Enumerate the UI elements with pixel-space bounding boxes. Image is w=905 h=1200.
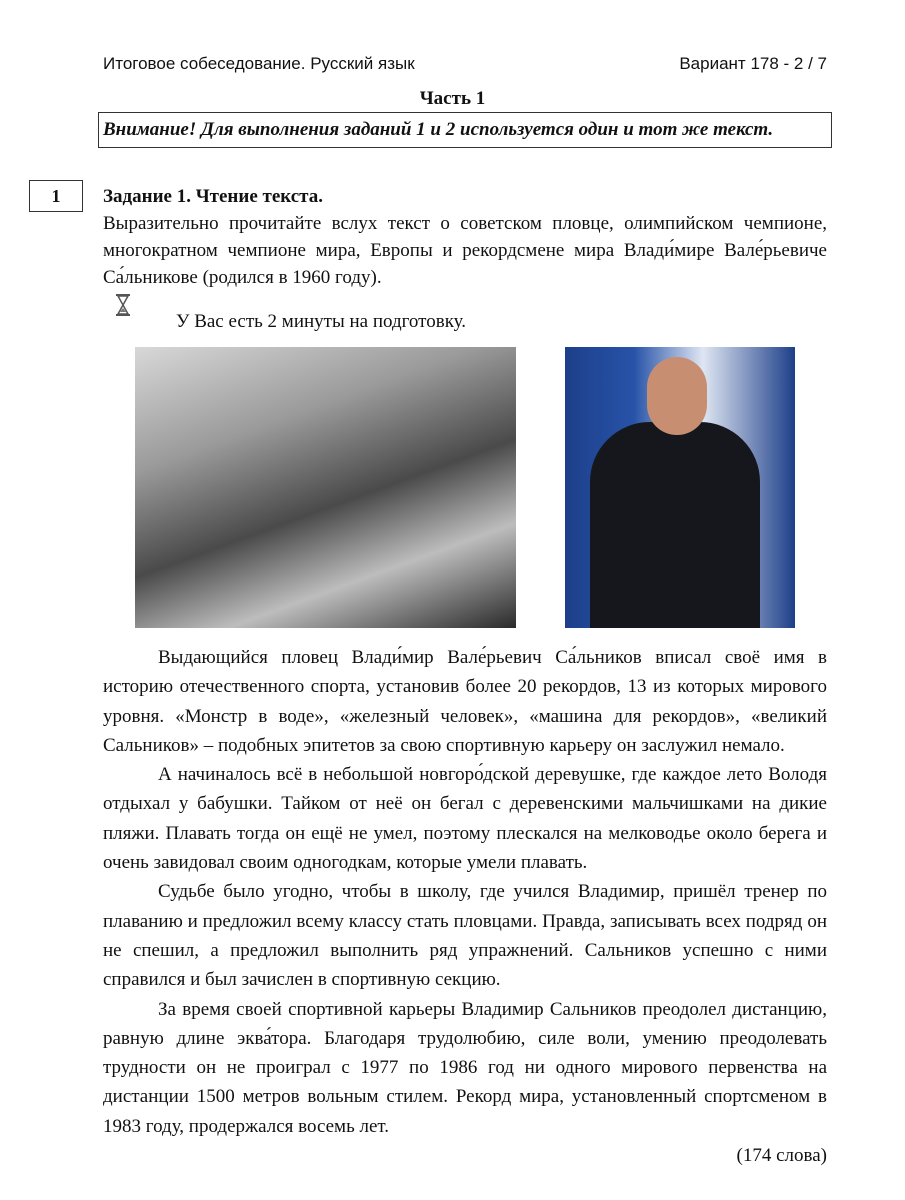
- exam-title: Итоговое собеседование. Русский язык: [103, 54, 415, 73]
- part-title: Часть 1: [419, 88, 486, 109]
- notice-box: Внимание! Для выполнения заданий 1 и 2 используется один и тот же текст.: [98, 112, 832, 148]
- portrait-face: [647, 357, 707, 435]
- portrait-suit: [590, 422, 760, 628]
- task-title: Задание 1. Чтение текста.: [103, 186, 323, 207]
- prep-time: У Вас есть 2 минуты на подготовку.: [176, 311, 467, 332]
- word-count: (174 слова): [736, 1145, 827, 1167]
- prep-note: [115, 293, 466, 333]
- paragraph: А начиналось всё в небольшой новгоро́дской деревушке, где каждое лето Володя отдыхал у бабушки. Тайком от неё он бегал с деревенскими мальчишками на дикие пляжи. Плавать тогда он ещё не умел, поэтому плескался на мелководье около берега и очень завидовал своим одногодкам, которые умели плавать.: [103, 764, 827, 874]
- page-header: [103, 54, 827, 74]
- task-number: 1: [29, 180, 83, 212]
- task-instruction: Выразительно прочитайте вслух текст о советском пловце, олимпийском чемпионе, многократном чемпионе мира, Европы и рекордсмене мира Влади́мире Вале́рьевиче Са́льникове (родился в 1960 году).: [103, 213, 827, 288]
- photo-salnikov-portrait: [565, 347, 795, 628]
- variant-page: Вариант 178 - 2 / 7: [679, 54, 827, 73]
- hourglass-icon: [115, 293, 131, 317]
- paragraph: Судьбе было угодно, чтобы в школу, где учился Владимир, пришёл тренер по плаванию и предложил всему классу стать пловцами. Правда, записывать всех подряд он не спешил, а предложил выполнить ряд упражнений. Сальников успешно с ними справился и был зачислен в спортивную секцию.: [103, 881, 827, 991]
- task-section: [103, 183, 827, 291]
- paragraph: За время своей спортивной карьеры Владимир Сальников преодолел дистанцию, равную длине эква́тора. Благодаря трудолюбию, силе воли, умению преодолевать трудности он не проиграл с 1977 по 1986 год ни одного мирового первенства на дистанции 1500 метров вольным стилем. Рекорд мира, установленный спортсменом в 1983 году, продержался восемь лет.: [103, 998, 827, 1137]
- reading-text: [103, 643, 827, 1170]
- photo-swimmer-celebrating: [135, 347, 516, 628]
- paragraph: Выдающийся пловец Влади́мир Вале́рьевич Са́льников вписал своё имя в историю отечественного спорта, установив более 20 рекордов, 13 из которых мирового уровня. «Монстр в воде», «железный человек», «машина для рекордов», «великий Сальников» – подобных эпитетов за свою спортивную карьеру он заслужил немало.: [103, 647, 827, 756]
